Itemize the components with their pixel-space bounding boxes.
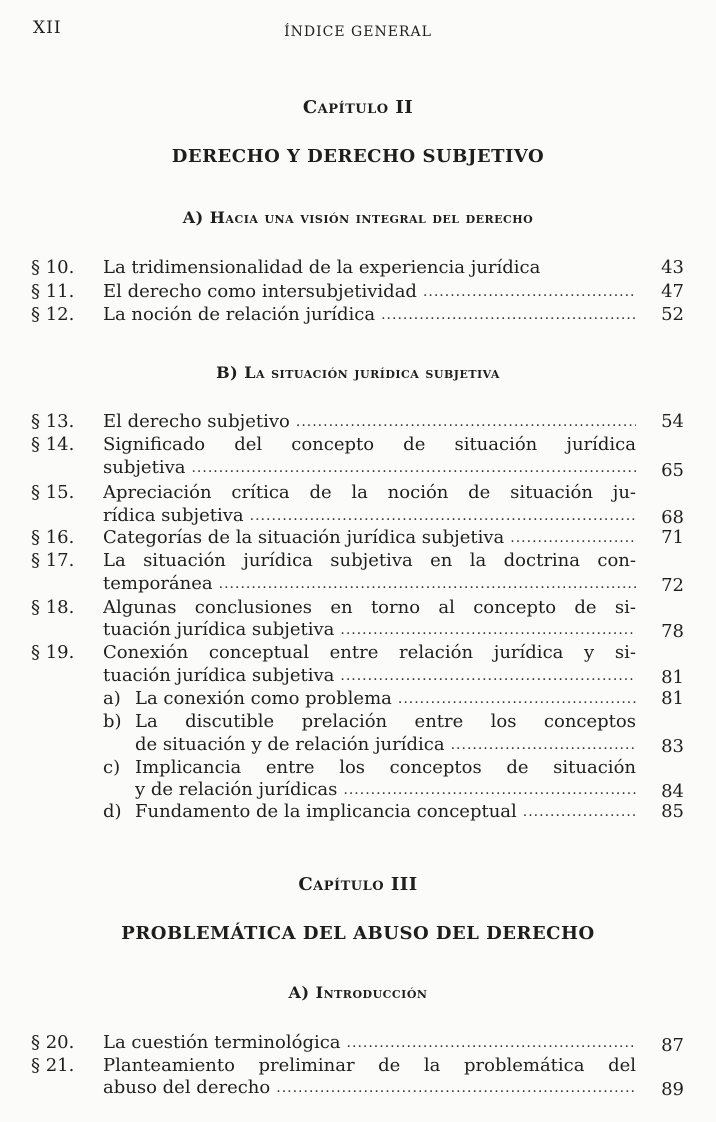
entry-text: Implicancia entre los conceptos de situación [135, 757, 636, 778]
toc-subentry [0, 710, 716, 734]
toc-subentry [0, 800, 716, 824]
entry-text: La conexión como problema ..... [135, 687, 636, 711]
dot-leader [510, 526, 636, 550]
page-ref: 52 [661, 304, 684, 325]
section-number: § 18. [31, 597, 75, 618]
page-ref: 47 [661, 281, 684, 302]
toc-entry [0, 641, 716, 665]
dot-leader [340, 618, 636, 642]
page-ref: 81 [661, 667, 684, 688]
toc-entry-continuation [0, 1076, 716, 1100]
toc-entry [0, 256, 716, 280]
dot-leader [343, 778, 636, 802]
entry-text: El derecho subjetivo ..... [103, 410, 636, 434]
section-heading: A) Introducción [288, 983, 428, 1002]
entry-text: abuso del derecho ..... [103, 1076, 636, 1100]
entry-text: y de relación jurídicas ..... [135, 778, 636, 802]
entry-text: tuación jurídica subjetiva ..... [103, 664, 636, 688]
toc-entry-continuation [0, 504, 716, 528]
section-number: § 20. [31, 1032, 75, 1053]
page-ref: 68 [661, 507, 684, 528]
section-number: § 14. [31, 434, 75, 455]
toc-entry [0, 303, 716, 327]
subentry-label: a) [103, 688, 121, 709]
chapter-label: Capítulo II [302, 97, 414, 118]
toc-entry [0, 596, 716, 620]
toc-entry-continuation [0, 572, 716, 596]
subentry-label: d) [103, 801, 122, 822]
dot-leader [340, 664, 636, 688]
dot-leader [398, 687, 636, 711]
toc-subentry [0, 687, 716, 711]
toc-entry [0, 1054, 716, 1078]
toc-entry-continuation [0, 456, 716, 480]
section-heading: A) Hacia una visión integral del derecho [182, 208, 534, 227]
entry-text: temporánea ..... [103, 572, 636, 596]
page-ref: 43 [661, 257, 684, 278]
chapter-label: Capítulo III [298, 874, 418, 895]
dot-leader [191, 456, 636, 480]
page-ref: 84 [661, 781, 684, 802]
entry-text: La cuestión terminológica ..... [103, 1031, 636, 1055]
chapter-title: DERECHO Y DERECHO SUBJETIVO [171, 146, 545, 167]
chapter-title: PROBLEMÁTICA DEL ABUSO DEL DERECHO [121, 923, 595, 944]
toc-subentry-continuation [0, 733, 716, 757]
entry-text: La discutible prelación entre los conceptos [135, 711, 636, 732]
entry-text: Conexión conceptual entre relación jurídica y si- [103, 642, 636, 663]
dot-leader [423, 280, 636, 304]
dot-leader [219, 572, 636, 596]
section-number: § 13. [31, 411, 75, 432]
page-ref: 72 [661, 575, 684, 596]
dot-leader [523, 800, 636, 824]
section-number: § 11. [31, 281, 75, 302]
dot-leader [276, 1076, 636, 1100]
entry-text: La situación jurídica subjetiva en la doctrina con- [103, 550, 636, 571]
toc-entry-continuation [0, 664, 716, 688]
page-ref: 78 [661, 621, 684, 642]
entry-text: Categorías de la situación jurídica subjetiva ..... [103, 526, 636, 550]
dot-leader [296, 410, 636, 434]
running-header: ÍNDICE GENERAL [284, 24, 432, 40]
entry-text: La tridimensionalidad de la experiencia jurídica [103, 257, 541, 278]
entry-text: de situación y de relación jurídica ..... [135, 733, 636, 757]
page-ref: 81 [661, 688, 684, 709]
section-number: § 19. [31, 642, 75, 663]
entry-text: Planteamiento preliminar de la problemática del [103, 1055, 636, 1076]
dot-leader [347, 1031, 636, 1055]
entry-text: La noción de relación jurídica ..... [103, 303, 636, 327]
toc-entry [0, 280, 716, 304]
entry-text: subjetiva ..... [103, 456, 636, 480]
entry-text: El derecho como intersubjetividad ..... [103, 280, 636, 304]
toc-entry [0, 410, 716, 434]
section-number: § 16. [31, 527, 75, 548]
page-number: XII [33, 18, 62, 38]
section-number: § 15. [31, 482, 75, 503]
page-ref: 83 [661, 736, 684, 757]
page-ref: 87 [661, 1035, 684, 1056]
entry-text: Algunas conclusiones en torno al concepto de si- [103, 597, 636, 618]
entry-text: tuación jurídica subjetiva ..... [103, 618, 636, 642]
toc-entry [0, 433, 716, 457]
section-number: § 17. [31, 550, 75, 571]
section-number: § 21. [31, 1055, 75, 1076]
entry-text: Apreciación crítica de la noción de situación ju- [103, 482, 636, 503]
toc-entry [0, 526, 716, 550]
page-ref: 54 [661, 411, 684, 432]
entry-text: Significado del concepto de situación jurídica [103, 434, 636, 455]
section-number: § 10. [31, 257, 75, 278]
subentry-label: c) [103, 757, 121, 778]
dot-leader [250, 504, 636, 528]
toc-entry [0, 1031, 716, 1055]
page-ref: 65 [661, 460, 684, 481]
section-heading: B) La situación jurídica subjetiva [216, 363, 500, 382]
page-ref: 85 [661, 801, 684, 822]
page-ref: 71 [661, 527, 684, 548]
page-ref: 89 [661, 1079, 684, 1100]
toc-subentry-continuation [0, 778, 716, 802]
toc-entry-continuation [0, 618, 716, 642]
subentry-label: b) [103, 711, 122, 732]
toc-subentry [0, 756, 716, 780]
toc-entry [0, 481, 716, 505]
toc-entry [0, 549, 716, 573]
entry-text: Fundamento de la implicancia conceptual ..... [135, 800, 636, 824]
dot-leader [451, 733, 636, 757]
dot-leader [381, 303, 636, 327]
entry-text: rídica subjetiva ..... [103, 504, 636, 528]
section-number: § 12. [31, 304, 75, 325]
